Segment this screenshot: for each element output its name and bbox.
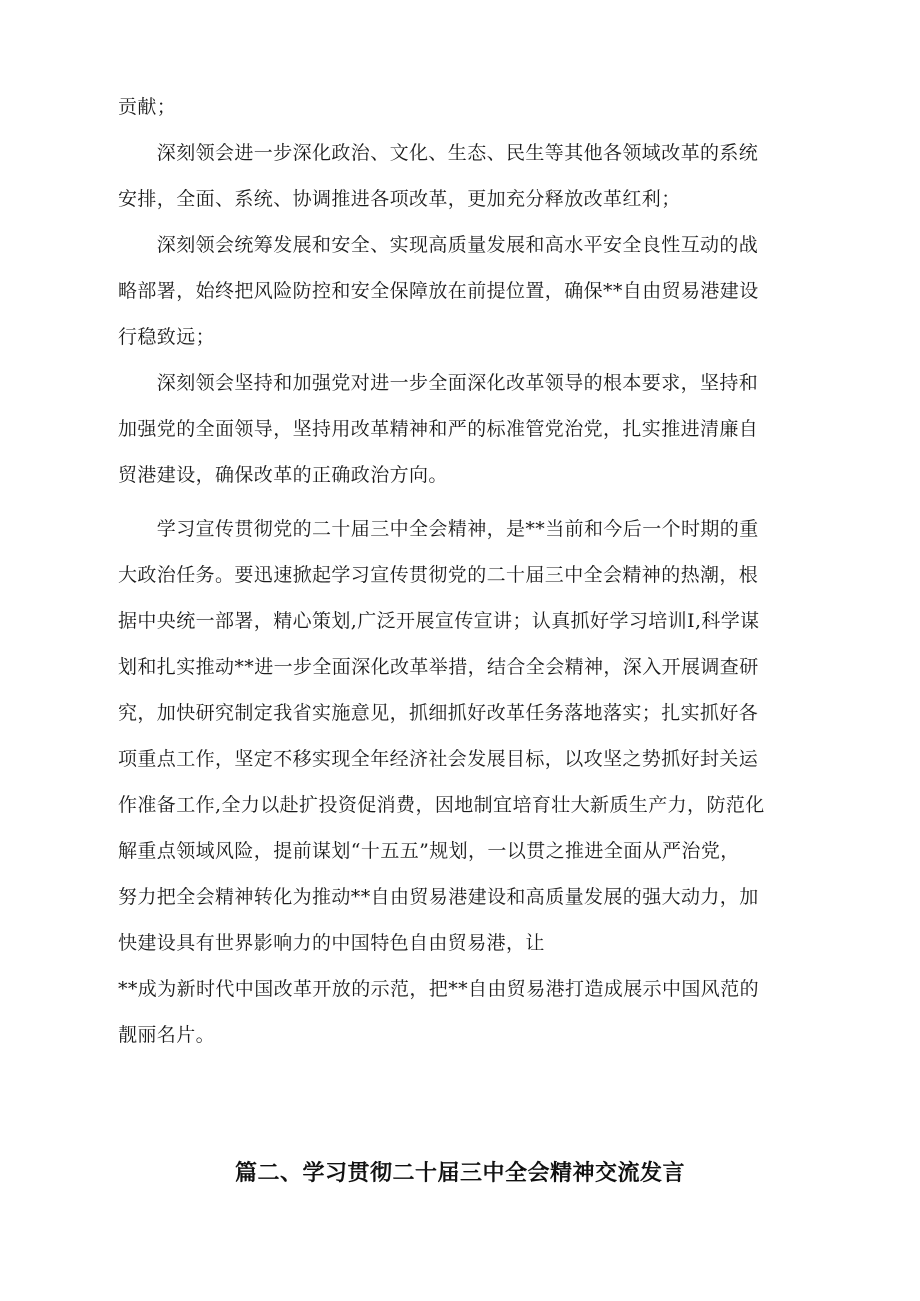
text-line: 贡献； bbox=[118, 96, 177, 118]
text-line: 靓丽名片。 bbox=[118, 1024, 216, 1046]
text-line: 加强党的全面领导，坚持用改革精神和严的标准管党治党，扎实推进清廉自 bbox=[118, 418, 759, 440]
text-line: 贸港建设，确保改革的正确政治方向。 bbox=[118, 464, 448, 486]
text-line: 努力把全会精神转化为推动**自由贸易港建设和高质量发展的强大动力，加 bbox=[118, 886, 759, 908]
text-line: 深刻领会进一步深化政治、文化、生态、民生等其他各领域改革的系统 bbox=[118, 142, 759, 164]
text-line: 行稳致远； bbox=[118, 326, 216, 348]
text-line: 学习宣传贯彻党的二十届三中全会精神，是**当前和今后一个时期的重 bbox=[118, 518, 759, 540]
section-heading: 篇二、学习贯彻二十届三中全会精神交流发言 bbox=[234, 1161, 685, 1186]
text-line: 略部署，始终把风险防控和安全保障放在前提位置，确保**自由贸易港建设 bbox=[118, 280, 759, 302]
document-body bbox=[118, 98, 836, 1072]
text-line: 究，加快研究制定我省实施意见，抓细抓好改革任务落地落实；扎实抓好各 bbox=[118, 702, 759, 724]
text-line: 项重点工作，坚定不移实现全年经济社会发展目标，以攻坚之势抓好封关运 bbox=[118, 748, 759, 770]
text-line: 据中央统一部署，精心策划,广泛开展宣传宣讲；认真抓好学习培训I,科学谋 bbox=[118, 610, 760, 632]
text-line: 深刻领会坚持和加强党对进一步全面深化改革领导的根本要求，坚持和 bbox=[118, 372, 759, 394]
text-line: 大政治任务。要迅速掀起学习宣传贯彻党的二十届三中全会精神的热潮，根 bbox=[118, 564, 759, 586]
text-line: 作准备工作,全力以赴扩投资促消费，因地制宜培育壮大新质生产力，防范化 bbox=[118, 794, 765, 816]
text-line: 安排，全面、系统、协调推进各项改革，更加充分释放改革红利； bbox=[118, 188, 681, 210]
text-line: **成为新时代中国改革开放的示范，把**自由贸易港打造成展示中国风范的 bbox=[118, 978, 760, 1000]
text-line: 解重点领域风险，提前谋划“十五五”规划，一以贯之推进全面从严治党， bbox=[118, 840, 740, 862]
text-line: 深刻领会统筹发展和安全、实现高质量发展和高水平安全良性互动的战 bbox=[118, 234, 759, 256]
text-line: 划和扎实推动**进一步全面深化改革举措，结合全会精神，深入开展调查研 bbox=[118, 656, 759, 678]
text-line: 快建设具有世界影响力的中国特色自由贸易港，让 bbox=[118, 932, 545, 954]
